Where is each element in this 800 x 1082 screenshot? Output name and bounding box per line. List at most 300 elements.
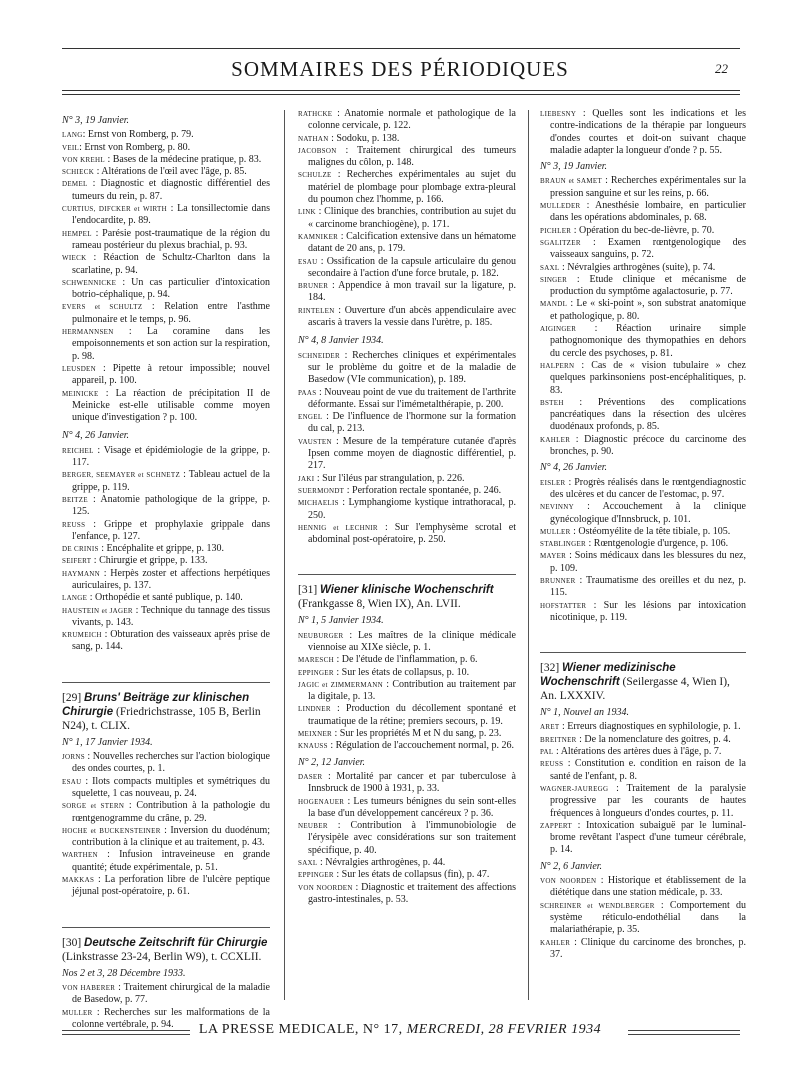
article-entry bbox=[298, 667, 516, 679]
article-title: : Bases de la médecine pratique, p. 83. bbox=[104, 153, 262, 165]
article-entry bbox=[62, 605, 270, 630]
article-entry bbox=[540, 820, 746, 857]
article-title: : Sur les propriétés M et N du sang, p. 23. bbox=[332, 728, 502, 740]
article-entry bbox=[298, 411, 516, 436]
article-title: : Etude clinique et mécanisme de production du symptôme agalactosurie, p. 77. bbox=[550, 273, 746, 298]
article-entry bbox=[540, 721, 746, 733]
article-title: : Réaction de Schultz-Charlton dans la scarlatine, p. 94. bbox=[72, 252, 270, 276]
article-entry bbox=[540, 298, 746, 323]
journal-number: [31] bbox=[298, 584, 318, 597]
article-entry bbox=[298, 473, 516, 485]
journal-title: Bruns' Beiträge zur klinischen Chirurgie bbox=[62, 691, 250, 718]
article-entry bbox=[298, 703, 516, 728]
article-entry bbox=[62, 519, 270, 544]
article-title: : Préventions des complications pancréatiques dans la résection des ulcères duodénaux profonds, p. 85. bbox=[550, 396, 746, 433]
author-name: MULLER bbox=[62, 1008, 93, 1017]
article-entry bbox=[298, 679, 516, 704]
author-name: WARTHEN bbox=[62, 851, 98, 860]
author-name: RINTELEN bbox=[298, 306, 335, 315]
author-name: VON KREHL bbox=[62, 155, 105, 164]
article-entry bbox=[540, 783, 746, 820]
author-name: MULLER bbox=[540, 527, 571, 536]
article-title: : Quelles sont les indications et les contre-indications de la thérapie par longueurs d'ondes courtes et doit-on suivant chaque maladie adapter la longueur d'onde ? p. 55. bbox=[550, 108, 746, 156]
author-name: JAKI bbox=[298, 474, 315, 483]
issue-heading: N° 4, 26 Janvier. bbox=[62, 430, 130, 442]
article-title: : Sodoku, p. 138. bbox=[328, 132, 400, 144]
author-name: HEMPEL bbox=[62, 229, 92, 238]
author-name: LINK bbox=[298, 208, 316, 217]
article-entry bbox=[62, 982, 270, 1007]
article-title: : Névralgies arthrogènes, p. 44. bbox=[317, 857, 446, 869]
author-name: PAAS bbox=[298, 388, 317, 397]
article-title: : Anesthésie lombaire, en particulier dans les opérations abdominales, p. 68. bbox=[550, 200, 746, 224]
author-name: NATHAN bbox=[298, 134, 329, 143]
article-entry bbox=[62, 800, 270, 825]
article-title: : Le « ski-point », son substrat anatomique et pathologique, p. 80. bbox=[550, 298, 746, 322]
article-entry bbox=[540, 237, 746, 262]
article-entry bbox=[298, 145, 516, 170]
article-entry bbox=[62, 129, 270, 141]
article-entry bbox=[62, 203, 270, 228]
author-name: PICHLER bbox=[540, 226, 572, 235]
author-name: VAUSTEN bbox=[298, 437, 332, 446]
article-title: : Ernst von Romberg, p. 80. bbox=[79, 141, 191, 153]
article-entry bbox=[62, 142, 270, 154]
article-entry bbox=[62, 751, 270, 776]
article-title: : Mesure de la température cutanée d'après Ipsen comme moyen de diagnostic différentiel, p. 217. bbox=[308, 435, 516, 472]
article-title: : Accouchement à la clinique gynécologique d'Innsbruck, p. 101. bbox=[550, 501, 746, 525]
entry-list bbox=[540, 875, 746, 961]
article-entry bbox=[298, 280, 516, 305]
author-name: BERGER, SEEMAYER et SCHNETZ bbox=[62, 471, 181, 480]
article-title: : Sur les états de collapsus, p. 10. bbox=[333, 666, 470, 678]
article-entry bbox=[62, 326, 270, 363]
author-name: EISLER bbox=[540, 478, 566, 487]
author-name: LANG bbox=[62, 131, 83, 140]
article-title: : Grippe et prophylaxie grippale dans l'enfance, p. 127. bbox=[72, 518, 270, 542]
article-entry bbox=[540, 875, 746, 900]
article-entry bbox=[62, 445, 270, 470]
article-title: : Ouverture d'un abcès appendiculaire avec ascaris à travers la vessie dans l'urètre, p. 185. bbox=[308, 304, 516, 329]
author-name: SCHULZE bbox=[298, 171, 332, 180]
author-name: JORNS bbox=[62, 753, 85, 762]
author-name: EPPINGER bbox=[298, 668, 334, 677]
author-name: SORGE et STERN bbox=[62, 802, 125, 811]
author-name: MEINICKE bbox=[62, 389, 99, 398]
article-title: : Examen rœntgenologique des vaisseaux sanguins, p. 72. bbox=[550, 236, 746, 261]
article-title: : Mortalité par cancer et par tuberculose à Innsbruck de 1900 à 1931, p. 33. bbox=[308, 770, 516, 795]
entry-list bbox=[540, 721, 746, 856]
author-name: BRUNNER bbox=[540, 576, 576, 585]
article-title: : Altérations des artères dues à l'âge, p. 7. bbox=[553, 746, 722, 758]
journal-heading bbox=[62, 682, 270, 733]
author-name: HOCHE et BUCKENSTEINER bbox=[62, 826, 161, 835]
article-title: : Traitement chirurgical de la maladie de Basedow, p. 77. bbox=[72, 981, 270, 1006]
article-title: : Production du décollement spontané et traumatique de la rétine; premiers secours, p. 19. bbox=[308, 703, 516, 727]
article-title: : Soins médicaux dans les blessures du nez, p. 109. bbox=[550, 550, 746, 574]
article-title: : Perforation rectale spontanée, p. 246. bbox=[344, 484, 502, 496]
article-title: : Réaction urinaire simple pathognomonique des thymopathies en dehors du cercle des psychoses, p. 81. bbox=[550, 323, 746, 359]
article-title: : Diagnostic et diagnostic différentiel des tumeurs du rein, p. 87. bbox=[72, 178, 270, 202]
article-title: : Recherches expérimentales sur la pression sanguine et sur les reins, p. 66. bbox=[550, 175, 747, 199]
article-entry bbox=[298, 869, 516, 881]
article-entry bbox=[62, 568, 270, 593]
author-name: ESAU bbox=[62, 777, 82, 786]
author-name: AIGINGER bbox=[540, 325, 577, 334]
page-number: 22 bbox=[715, 61, 728, 76]
article-title: : Traitement de la paralysie progressive par les courants de hautes fréquences à longueurs d'ondes courtes, p. 11. bbox=[550, 782, 746, 819]
article-entry bbox=[298, 256, 516, 281]
author-name: MEIXNER bbox=[298, 730, 332, 739]
article-entry bbox=[62, 825, 270, 850]
article-entry bbox=[62, 555, 270, 567]
author-name: HENNIG et LECHNIR bbox=[298, 523, 378, 532]
article-title: : Diagnostic précoce du carcinome des bronches, p. 90. bbox=[550, 433, 746, 458]
article-entry bbox=[298, 350, 516, 387]
article-entry bbox=[298, 305, 516, 330]
author-name: KAHLER bbox=[540, 938, 571, 947]
article-title: : Diagnostic et traitement des affections gastro-intestinales, p. 53. bbox=[308, 881, 517, 905]
issue-heading: N° 1, 17 Janvier 1934. bbox=[62, 736, 153, 748]
article-entry bbox=[298, 231, 516, 256]
column-3 bbox=[540, 108, 746, 961]
article-title: : Recherches sur les malformations de la colonne vertébrale, p. 94. bbox=[72, 1006, 270, 1030]
article-title: : Opération du bec-de-lièvre, p. 70. bbox=[571, 224, 715, 236]
author-name: DEMEL bbox=[62, 180, 88, 189]
article-title: : Chirurgie et grippe, p. 133. bbox=[91, 555, 208, 567]
article-title: : La perforation libre de l'ulcère peptique jéjunal post-opératoire, p. 61. bbox=[72, 874, 270, 898]
article-title: : Recherches cliniques et expérimentales sur le problème du goitre et de la maladie de Basedow (VIe communication), p. 189. bbox=[308, 349, 516, 386]
article-title: : Anatomie pathologique de la grippe, p. 125. bbox=[72, 493, 270, 518]
article-title: : Relation entre l'asthme pulmonaire et le temps, p. 96. bbox=[72, 301, 270, 325]
article-entry bbox=[62, 874, 270, 899]
article-title: : Ernst von Romberg, p. 79. bbox=[82, 129, 194, 141]
issue-heading: N° 4, 8 Janvier 1934. bbox=[298, 335, 384, 347]
article-entry bbox=[62, 277, 270, 302]
entry-list bbox=[62, 751, 270, 899]
author-name: MARESCH bbox=[298, 656, 334, 665]
article-entry bbox=[298, 108, 516, 133]
author-name: SCHWENNICKE bbox=[62, 278, 117, 287]
author-name: NEUBER bbox=[298, 822, 328, 831]
article-entry bbox=[298, 630, 516, 655]
author-name: CURTIUS, DIFCKER et WIRTH bbox=[62, 205, 167, 214]
author-name: BREITNER bbox=[540, 735, 577, 744]
article-entry bbox=[62, 776, 270, 801]
article-title: : La tonsillectomie dans l'endocardite, p. 89. bbox=[72, 203, 271, 227]
article-entry bbox=[62, 388, 270, 425]
article-title: : La réaction de précipitation II de Meinicke est-elle utilisable comme moyen unique d'investigation ? p. 100. bbox=[72, 387, 270, 424]
author-name: VON HABERER bbox=[62, 983, 116, 992]
author-name: LINDNER bbox=[298, 705, 331, 714]
issue-heading: N° 4, 26 Janvier. bbox=[540, 462, 608, 474]
author-name: SEIFERT bbox=[62, 557, 92, 566]
article-title: : Infusion intraveineuse en grande quantité; étude expérimentale, p. 51. bbox=[72, 849, 270, 873]
author-name: WAGNER-JAUREGG bbox=[540, 784, 609, 793]
article-entry bbox=[540, 477, 746, 502]
article-title: : Appendice à mon travail sur la ligature, p. 184. bbox=[308, 280, 516, 304]
article-title: : Calcification extensive dans un hématome datant de 20 ans, p. 179. bbox=[308, 230, 516, 255]
page-footer bbox=[0, 1022, 800, 1038]
author-name: DE CRINIS bbox=[62, 545, 99, 554]
article-entry bbox=[298, 133, 516, 145]
entry-list bbox=[540, 477, 746, 625]
article-entry bbox=[298, 169, 516, 206]
journal-number: [32] bbox=[540, 662, 560, 675]
article-entry bbox=[540, 550, 746, 575]
article-entry bbox=[540, 758, 746, 783]
author-name: SAXL bbox=[540, 263, 560, 272]
article-entry bbox=[540, 538, 746, 550]
article-title: : Sur les états de collapsus (fin), p. 47. bbox=[333, 869, 490, 881]
article-title: : Contribution au traitement par la digitale, p. 13. bbox=[308, 678, 516, 703]
journal-number: [29] bbox=[62, 691, 82, 704]
article-title: : Herpès zoster et affections herpétiques auriculaires, p. 137. bbox=[72, 567, 270, 591]
article-title: : De l'influence de l'hormone sur la formation du cal, p. 213. bbox=[308, 411, 516, 435]
author-name: JACOBSON bbox=[298, 146, 337, 155]
article-entry bbox=[62, 592, 270, 604]
author-name: NEVINNY bbox=[540, 503, 574, 512]
author-name: SGALITZER bbox=[540, 238, 581, 247]
article-entry bbox=[540, 274, 746, 299]
article-entry bbox=[540, 746, 746, 758]
author-name: EVERS et SCHULTZ bbox=[62, 303, 143, 312]
author-name: VON NOORDEN bbox=[540, 877, 597, 886]
column-divider bbox=[284, 110, 285, 1000]
author-name: SINGER bbox=[540, 275, 568, 284]
article-entry bbox=[540, 225, 746, 237]
article-entry bbox=[540, 175, 746, 200]
journal-title: Deutsche Zeitschrift für Chirurgie bbox=[84, 936, 268, 949]
entry-list bbox=[540, 108, 746, 157]
article-title: : Pipette à retour impossible; nouvel appareil, p. 100. bbox=[72, 362, 270, 387]
entry-list bbox=[62, 445, 270, 654]
article-title: : Sur l'iléus par strangulation, p. 226. bbox=[314, 472, 465, 484]
article-entry bbox=[540, 360, 746, 397]
article-title: : Recherches expérimentales au sujet du matériel de plombage pour plombage extra-pleural du poumon chez l'homme, p. 166. bbox=[308, 169, 516, 206]
author-name: ARET bbox=[540, 723, 560, 732]
article-entry bbox=[62, 178, 270, 203]
article-title: : Névralgies arthrogènes (suite), p. 74. bbox=[559, 261, 716, 273]
footer-journal: LA PRESSE MEDICALE, N° 17, bbox=[198, 1022, 407, 1037]
journal-title: Wiener medizinische Wochenschrift bbox=[540, 662, 676, 689]
article-title: : Les tumeurs bénignes du sein sont-elles la base d'un développement cancéreux ? p. 36. bbox=[308, 795, 516, 819]
author-name: SAXL bbox=[298, 859, 318, 868]
author-name: HAYMANN bbox=[62, 569, 101, 578]
article-entry bbox=[298, 522, 516, 547]
author-name: REUSS bbox=[62, 520, 86, 529]
author-name: REICHEL bbox=[62, 446, 94, 455]
journal-info: (Seilergasse 4, Wien I), An. LXXXIV. bbox=[540, 676, 730, 703]
article-entry bbox=[540, 600, 746, 625]
entry-list bbox=[298, 630, 516, 753]
article-entry bbox=[298, 882, 516, 907]
article-entry bbox=[298, 857, 516, 869]
article-title: : Altérations de l'œil avec l'âge, p. 85. bbox=[94, 166, 247, 178]
article-title: : Contribution à la pathologie du rœntgenogramme du crâne, p. 29. bbox=[72, 800, 270, 824]
issue-heading: N° 3, 19 Janvier. bbox=[540, 161, 608, 173]
entry-list bbox=[62, 129, 270, 424]
article-title: : Sur l'emphysème scrotal et abdominal post-opératoire, p. 250. bbox=[308, 521, 517, 546]
article-title: : Ostéomyélite de la tête tibiale, p. 105. bbox=[570, 525, 731, 537]
article-entry bbox=[62, 301, 270, 326]
article-title: : Traumatisme des oreilles et du nez, p. 115. bbox=[550, 574, 746, 599]
author-name: RATHCKE bbox=[298, 110, 333, 118]
article-entry bbox=[62, 252, 270, 277]
article-entry bbox=[540, 323, 746, 360]
footer-date: MERCREDI, 28 FEVRIER 1934 bbox=[406, 1022, 602, 1037]
author-name: HALPERN bbox=[540, 361, 575, 370]
article-entry bbox=[62, 166, 270, 178]
issue-heading: N° 3, 19 Janvier. bbox=[62, 115, 130, 126]
author-name: MAYER bbox=[540, 552, 567, 561]
article-entry bbox=[298, 485, 516, 497]
article-title: : Intoxication subaiguë par le luminal-brome revêtant l'aspect d'une tumeur cérébrale, p. 14. bbox=[550, 819, 746, 856]
author-name: MICHAELIS bbox=[298, 499, 339, 508]
article-entry bbox=[540, 734, 746, 746]
article-title: : De la nomenclature des goitres, p. 4. bbox=[576, 733, 731, 745]
author-name: KNAUSS bbox=[298, 742, 328, 751]
journal-info: (Friedrichstrasse, 105 B, Berlin N24), t. CLIX. bbox=[62, 705, 261, 732]
entry-list bbox=[298, 108, 516, 329]
article-entry bbox=[298, 206, 516, 231]
article-entry bbox=[62, 543, 270, 555]
author-name: NEUBURGER bbox=[298, 631, 344, 640]
author-name: DASER bbox=[298, 772, 323, 781]
article-entry bbox=[540, 397, 746, 434]
article-title: : Ossification de la capsule articulaire du genou secondaire à l'action d'une force brutale, p. 182. bbox=[308, 255, 516, 279]
entry-list bbox=[298, 771, 516, 906]
article-title: : Inversion du duodénum; contribution à la clinique et au traitement, p. 43. bbox=[72, 824, 270, 849]
article-title: : Tableau actuel de la grippe, p. 119. bbox=[72, 469, 270, 493]
article-entry bbox=[540, 262, 746, 274]
article-title: : Technique du tannage des tissus vivants, p. 143. bbox=[72, 604, 270, 628]
author-name: SUERMONDT bbox=[298, 486, 345, 495]
issue-heading: N° 2, 6 Janvier. bbox=[540, 860, 603, 872]
article-title: : Encéphalite et grippe, p. 130. bbox=[98, 543, 224, 555]
article-entry bbox=[540, 937, 746, 962]
article-title: : Clinique des branchies, contribution au sujet du « carcinome branchiogène), p. 171. bbox=[308, 206, 516, 230]
article-title: : Constitution e. condition en raison de la santé de l'enfant, p. 8. bbox=[550, 758, 746, 782]
author-name: KAHLER bbox=[540, 435, 571, 444]
article-title: : Parésie post-traumatique de la région du rameau postérieur du plexus brachial, p. 93. bbox=[72, 227, 270, 251]
journal-info: (Linkstrasse 23-24, Berlin W9), t. CCXLII. bbox=[62, 950, 262, 963]
author-name: HERMANNSEN bbox=[62, 328, 114, 337]
article-entry bbox=[62, 363, 270, 388]
article-entry bbox=[298, 497, 516, 522]
article-entry bbox=[540, 200, 746, 225]
column-2 bbox=[298, 108, 516, 906]
journal-number: [30] bbox=[62, 936, 82, 949]
author-name: SCHREINER et WENDLBERGER bbox=[540, 901, 655, 910]
author-name: SCHNEIDER bbox=[298, 351, 340, 360]
article-title: : Comportement du système réticulo-endothélial dans la malariathérapie, p. 35. bbox=[550, 899, 746, 936]
author-name: BRUNER bbox=[298, 282, 329, 291]
article-title: : Obturation des vaisseaux après prise de sang, p. 144. bbox=[72, 629, 270, 653]
author-name: JAGIC et ZIMMERMANN bbox=[298, 680, 384, 689]
article-entry bbox=[62, 228, 270, 253]
author-name: BRAUN et SAMET bbox=[540, 177, 603, 186]
article-entry bbox=[540, 526, 746, 538]
article-title: : Rœntgenologie d'urgence, p. 106. bbox=[586, 538, 729, 550]
author-name: KAMNIKER bbox=[298, 232, 339, 241]
author-name: ENGEL bbox=[298, 413, 323, 422]
article-title: : La coramine dans les empoisonnements et son action sur la respiration, p. 98. bbox=[72, 326, 270, 362]
article-entry bbox=[62, 469, 270, 494]
author-name: EPPINGER bbox=[298, 871, 334, 880]
article-entry bbox=[298, 728, 516, 740]
article-title: : Un cas particulier d'intoxication botrio-céphalique, p. 94. bbox=[72, 276, 270, 301]
entry-list bbox=[298, 350, 516, 547]
article-title: : Traitement chirurgical des tumeurs malignes du côlon, p. 148. bbox=[308, 144, 516, 169]
article-entry bbox=[298, 796, 516, 821]
author-name: KRUMEICH bbox=[62, 631, 102, 640]
article-title: : Erreurs diagnostiques en syphilologie, p. 1. bbox=[559, 721, 741, 733]
article-entry bbox=[298, 436, 516, 473]
author-name: VEIL bbox=[62, 143, 80, 152]
article-entry bbox=[62, 849, 270, 874]
article-title: : Cas de « vision tubulaire » chez quelques parkinsoniens post-encéphalitiques, p. 83. bbox=[550, 359, 746, 396]
author-name: MULLEDER bbox=[540, 202, 581, 211]
author-name: MANDL bbox=[540, 300, 568, 309]
header-rule bbox=[62, 90, 740, 95]
author-name: MAKKAS bbox=[62, 876, 95, 885]
article-entry bbox=[62, 154, 270, 166]
author-name: PAL bbox=[540, 748, 554, 757]
journal-info: (Frankgasse 8, Wien IX), An. LVII. bbox=[298, 598, 461, 611]
article-entry bbox=[62, 629, 270, 654]
article-title: : Orthopédie et santé publique, p. 140. bbox=[87, 592, 243, 604]
author-name: HOGENAUER bbox=[298, 797, 345, 806]
article-title: : Clinique du carcinome des bronches, p. 37. bbox=[550, 936, 746, 960]
author-name: HAUSTEIN et JAGER bbox=[62, 606, 133, 615]
author-name: ZAPPERT bbox=[540, 821, 573, 830]
article-entry bbox=[298, 771, 516, 796]
article-entry bbox=[298, 820, 516, 857]
journal-heading bbox=[62, 927, 270, 964]
article-title: : Nouvelles recherches sur l'action biologique des ondes courtes, p. 1. bbox=[72, 751, 270, 775]
article-entry bbox=[540, 575, 746, 600]
author-name: LIEBESNY bbox=[540, 110, 577, 118]
article-entry bbox=[298, 740, 516, 752]
article-title: : Nouveau point de vue du traitement de l'arthrite déformante. Essai sur l'imémetalthérapie, p. 200. bbox=[308, 386, 516, 410]
article-entry bbox=[298, 654, 516, 666]
article-title: : De l'étude de l'inflammation, p. 6. bbox=[333, 654, 478, 666]
author-name: LEUSDEN bbox=[62, 364, 96, 373]
author-name: VON NOORDEN bbox=[298, 883, 353, 892]
issue-heading: N° 1, Nouvel an 1934. bbox=[540, 707, 629, 719]
article-entry bbox=[540, 434, 746, 459]
author-name: SCHIECK bbox=[62, 168, 95, 177]
article-title: : Historique et établissement de la diététique dans une station médicale, p. 33. bbox=[550, 875, 747, 899]
article-title: : Ilots compacts multiples et symétriques du squelette, 1 cas nouveau, p. 24. bbox=[72, 775, 270, 799]
journal-heading bbox=[540, 652, 746, 703]
column-1 bbox=[62, 112, 270, 1031]
article-title: : Visage et épidémiologie de la grippe, p. 117. bbox=[72, 444, 270, 469]
top-rule bbox=[62, 48, 740, 49]
journal-title: Wiener klinische Wochenschrift bbox=[320, 584, 494, 597]
article-entry bbox=[298, 387, 516, 412]
author-name: WIECK bbox=[62, 254, 87, 263]
author-name: STABLINGER bbox=[540, 540, 586, 549]
article-entry bbox=[540, 501, 746, 526]
article-title: : Progrès réalisés dans le rœntgendiagnostic des ulcères et du cancer de l'estomac, p. 97. bbox=[550, 476, 746, 500]
page-title: SOMMAIRES DES PÉRIODIQUES bbox=[231, 57, 569, 81]
author-name: ESAU bbox=[298, 257, 318, 266]
author-name: HOFSTATTER bbox=[540, 601, 587, 610]
article-entry bbox=[540, 900, 746, 937]
article-title: : Sur les lésions par intoxication nicotinique, p. 119. bbox=[550, 599, 746, 623]
